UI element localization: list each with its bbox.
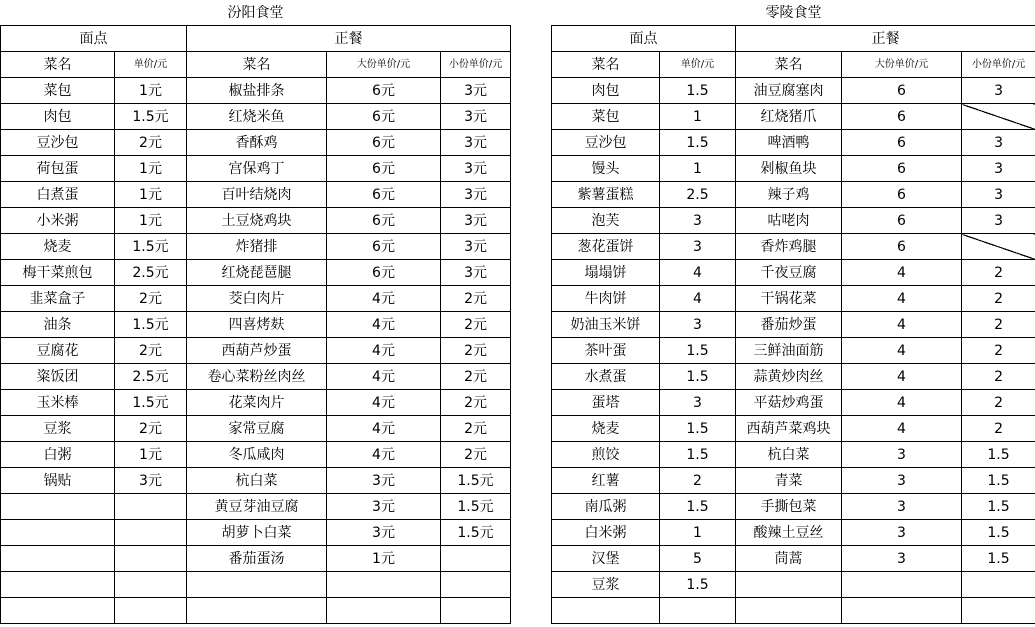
fenyang-pastry-price-cell: 1元 [115, 156, 187, 182]
lingling-large-price-cell: 3 [842, 468, 962, 494]
lingling-pastry-price-cell: 3 [660, 234, 736, 260]
fenyang-small-price-cell: 3元 [441, 260, 511, 286]
fenyang-pastry-name-cell [1, 572, 115, 598]
fenyang-pastry-name-cell: 荷包蛋 [1, 156, 115, 182]
fenyang-pastry-name-cell: 梅干菜煎包 [1, 260, 115, 286]
fenyang-pastry-price-cell: 1元 [115, 78, 187, 104]
lingling-small-price-cell: 1.5 [962, 494, 1035, 520]
fenyang-pastry-price-cell [115, 520, 187, 546]
fenyang-pastry-name-cell [1, 494, 115, 520]
lingling-pastry-name-cell: 蛋塔 [552, 390, 660, 416]
fenyang-pastry-price-cell: 2元 [115, 130, 187, 156]
lingling-pastry-price-cell: 1 [660, 156, 736, 182]
lingling-section-pastry: 面点 [552, 26, 736, 52]
lingling-large-price-cell: 4 [842, 286, 962, 312]
fenyang-meal-name-cell [187, 572, 327, 598]
lingling-pastry-name-cell: 南瓜粥 [552, 494, 660, 520]
fenyang-pastry-price-cell: 2元 [115, 416, 187, 442]
fenyang-pastry-price-cell: 2元 [115, 338, 187, 364]
lingling-pastry-name-cell: 汉堡 [552, 546, 660, 572]
lingling-large-price-cell [842, 598, 962, 624]
fenyang-meal-name-cell: 宫保鸡丁 [187, 156, 327, 182]
fenyang-table-row [1, 156, 511, 182]
fenyang-meal-name-cell: 炸猪排 [187, 234, 327, 260]
lingling-pastry-name-cell: 菜包 [552, 104, 660, 130]
lingling-small-price-cell: 1.5 [962, 442, 1035, 468]
lingling-meal-name-cell: 青菜 [736, 468, 842, 494]
fenyang-small-price-cell: 2元 [441, 286, 511, 312]
lingling-large-price-cell: 6 [842, 156, 962, 182]
lingling-table-row [552, 104, 1035, 130]
fenyang-meal-name-cell: 黄豆芽油豆腐 [187, 494, 327, 520]
lingling-large-price-cell: 4 [842, 364, 962, 390]
lingling-meal-name-cell: 三鲜油面筋 [736, 338, 842, 364]
lingling-pastry-name-cell: 红薯 [552, 468, 660, 494]
fenyang-pastry-price-cell: 1元 [115, 208, 187, 234]
fenyang-large-price-cell: 6元 [327, 260, 441, 286]
fenyang-small-price-cell: 3元 [441, 130, 511, 156]
fenyang-meal-name-cell: 茭白肉片 [187, 286, 327, 312]
lingling-table-row [552, 286, 1035, 312]
lingling-meal-name-cell: 剁椒鱼块 [736, 156, 842, 182]
lingling-meal-name-cell: 番茄炒蛋 [736, 312, 842, 338]
fenyang-large-price-cell: 4元 [327, 364, 441, 390]
fenyang-small-price-cell: 3元 [441, 208, 511, 234]
lingling-pastry-price-cell: 5 [660, 546, 736, 572]
lingling-small-price-cell: 3 [962, 78, 1035, 104]
lingling-pastry-name-cell: 奶油玉米饼 [552, 312, 660, 338]
lingling-large-price-cell: 6 [842, 130, 962, 156]
fenyang-meal-name-cell: 冬瓜咸肉 [187, 442, 327, 468]
lingling-pastry-name-cell: 葱花蛋饼 [552, 234, 660, 260]
lingling-meal-name-cell: 辣子鸡 [736, 182, 842, 208]
lingling-small-price-cell: 2 [962, 260, 1035, 286]
lingling-header-large-price: 大份单价/元 [842, 52, 962, 78]
fenyang-pastry-name-cell: 菜包 [1, 78, 115, 104]
fenyang-pastry-name-cell: 锅贴 [1, 468, 115, 494]
lingling-pastry-price-cell: 4 [660, 286, 736, 312]
lingling-large-price-cell: 4 [842, 312, 962, 338]
fenyang-table-row [1, 442, 511, 468]
lingling-table-row [552, 338, 1035, 364]
fenyang-table-row [1, 416, 511, 442]
lingling-pastry-name-cell: 泡芙 [552, 208, 660, 234]
fenyang-small-price-cell: 1.5元 [441, 468, 511, 494]
fenyang-table-row [1, 364, 511, 390]
fenyang-pastry-price-cell: 1.5元 [115, 390, 187, 416]
fenyang-pastry-price-cell [115, 546, 187, 572]
lingling-table-row [552, 468, 1035, 494]
fenyang-meal-name-cell: 花菜肉片 [187, 390, 327, 416]
fenyang-small-price-cell: 3元 [441, 78, 511, 104]
lingling-small-price-na-cell [962, 234, 1035, 260]
lingling-pastry-name-cell: 馒头 [552, 156, 660, 182]
fenyang-meal-name-cell: 红烧米鱼 [187, 104, 327, 130]
fenyang-meal-name-cell: 四喜烤麸 [187, 312, 327, 338]
fenyang-large-price-cell: 6元 [327, 234, 441, 260]
lingling-table-row [552, 546, 1035, 572]
fenyang-title: 汾阳食堂 [1, 0, 511, 26]
fenyang-large-price-cell: 6元 [327, 104, 441, 130]
fenyang-small-price-cell: 2元 [441, 442, 511, 468]
fenyang-large-price-cell: 4元 [327, 312, 441, 338]
lingling-table-row [552, 208, 1035, 234]
lingling-header-unit-price: 单价/元 [660, 52, 736, 78]
fenyang-small-price-cell: 1.5元 [441, 520, 511, 546]
lingling-meal-name-cell: 手撕包菜 [736, 494, 842, 520]
fenyang-small-price-cell [441, 546, 511, 572]
lingling-small-price-cell: 1.5 [962, 468, 1035, 494]
fenyang-meal-name-cell: 家常豆腐 [187, 416, 327, 442]
lingling-pastry-price-cell: 2 [660, 468, 736, 494]
fenyang-header-unit-price: 单价/元 [115, 52, 187, 78]
fenyang-table-row [1, 390, 511, 416]
fenyang-small-price-cell: 3元 [441, 156, 511, 182]
lingling-table-row [552, 364, 1035, 390]
fenyang-pastry-name-cell: 玉米棒 [1, 390, 115, 416]
lingling-menu-table [551, 0, 1035, 624]
fenyang-large-price-cell: 6元 [327, 130, 441, 156]
lingling-pastry-name-cell [552, 598, 660, 624]
fenyang-table-row [1, 130, 511, 156]
lingling-pastry-name-cell: 烧麦 [552, 416, 660, 442]
lingling-table-row [552, 260, 1035, 286]
lingling-large-price-cell [842, 572, 962, 598]
lingling-meal-name-cell: 平菇炒鸡蛋 [736, 390, 842, 416]
fenyang-pastry-price-cell: 1元 [115, 182, 187, 208]
lingling-table-row [552, 494, 1035, 520]
fenyang-large-price-cell: 3元 [327, 494, 441, 520]
lingling-pastry-name-cell: 牛肉饼 [552, 286, 660, 312]
fenyang-pastry-name-cell: 豆浆 [1, 416, 115, 442]
fenyang-small-price-cell: 3元 [441, 182, 511, 208]
fenyang-header-large-price: 大份单价/元 [327, 52, 441, 78]
lingling-table-row [552, 598, 1035, 624]
lingling-small-price-cell: 2 [962, 338, 1035, 364]
lingling-pastry-price-cell: 1.5 [660, 364, 736, 390]
fenyang-table-row [1, 338, 511, 364]
fenyang-small-price-cell [441, 572, 511, 598]
lingling-table-row [552, 156, 1035, 182]
fenyang-pastry-name-cell: 白粥 [1, 442, 115, 468]
lingling-meal-name-cell: 香炸鸡腿 [736, 234, 842, 260]
lingling-meal-name-cell: 干锅花菜 [736, 286, 842, 312]
lingling-table-row [552, 390, 1035, 416]
lingling-meal-name-cell: 油豆腐塞肉 [736, 78, 842, 104]
fenyang-pastry-price-cell: 1元 [115, 442, 187, 468]
fenyang-table-row [1, 234, 511, 260]
fenyang-large-price-cell [327, 572, 441, 598]
lingling-pastry-price-cell: 3 [660, 390, 736, 416]
lingling-large-price-cell: 3 [842, 546, 962, 572]
fenyang-meal-name-cell: 杭白菜 [187, 468, 327, 494]
fenyang-large-price-cell [327, 598, 441, 624]
lingling-table-row [552, 520, 1035, 546]
fenyang-table-row [1, 260, 511, 286]
lingling-small-price-cell: 3 [962, 182, 1035, 208]
lingling-table-row [552, 130, 1035, 156]
lingling-large-price-cell: 3 [842, 442, 962, 468]
fenyang-meal-name-cell: 红烧琵琶腿 [187, 260, 327, 286]
lingling-pastry-price-cell: 3 [660, 208, 736, 234]
fenyang-small-price-cell: 3元 [441, 104, 511, 130]
lingling-pastry-price-cell: 1.5 [660, 130, 736, 156]
fenyang-pastry-price-cell: 1.5元 [115, 234, 187, 260]
lingling-table-row [552, 572, 1035, 598]
lingling-header-small-price: 小份单价/元 [962, 52, 1035, 78]
lingling-large-price-cell: 3 [842, 520, 962, 546]
lingling-meal-name-cell: 啤酒鸭 [736, 130, 842, 156]
fenyang-section-meal: 正餐 [187, 26, 511, 52]
fenyang-table-row [1, 312, 511, 338]
fenyang-table-row [1, 182, 511, 208]
fenyang-header-dish: 菜名 [1, 52, 115, 78]
lingling-small-price-cell: 2 [962, 390, 1035, 416]
lingling-meal-name-cell [736, 572, 842, 598]
fenyang-table-row [1, 572, 511, 598]
lingling-pastry-price-cell: 4 [660, 260, 736, 286]
fenyang-large-price-cell: 6元 [327, 182, 441, 208]
fenyang-large-price-cell: 1元 [327, 546, 441, 572]
fenyang-meal-name-cell: 番茄蛋汤 [187, 546, 327, 572]
fenyang-pastry-price-cell: 3元 [115, 468, 187, 494]
lingling-meal-name-cell: 杭白菜 [736, 442, 842, 468]
lingling-small-price-cell: 2 [962, 364, 1035, 390]
lingling-pastry-price-cell: 2.5 [660, 182, 736, 208]
fenyang-small-price-cell: 3元 [441, 234, 511, 260]
fenyang-pastry-price-cell: 2元 [115, 286, 187, 312]
lingling-small-price-cell: 2 [962, 416, 1035, 442]
lingling-small-price-cell: 3 [962, 130, 1035, 156]
fenyang-large-price-cell: 6元 [327, 208, 441, 234]
lingling-large-price-cell: 4 [842, 260, 962, 286]
fenyang-meal-name-cell: 椒盐排条 [187, 78, 327, 104]
fenyang-pastry-name-cell: 豆腐花 [1, 338, 115, 364]
fenyang-table-row [1, 468, 511, 494]
lingling-small-price-cell: 1.5 [962, 520, 1035, 546]
fenyang-table-row [1, 494, 511, 520]
lingling-small-price-cell [962, 598, 1035, 624]
fenyang-table-row [1, 598, 511, 624]
lingling-pastry-price-cell: 1.5 [660, 338, 736, 364]
fenyang-table-row [1, 546, 511, 572]
lingling-meal-name-cell: 咕咾肉 [736, 208, 842, 234]
lingling-large-price-cell: 6 [842, 182, 962, 208]
lingling-meal-name-cell: 千夜豆腐 [736, 260, 842, 286]
fenyang-section-pastry: 面点 [1, 26, 187, 52]
lingling-meal-name-cell: 茼蒿 [736, 546, 842, 572]
lingling-meal-name-cell: 红烧猪爪 [736, 104, 842, 130]
fenyang-table-row [1, 286, 511, 312]
fenyang-table-row [1, 520, 511, 546]
fenyang-large-price-cell: 4元 [327, 286, 441, 312]
lingling-pastry-name-cell: 豆沙包 [552, 130, 660, 156]
fenyang-large-price-cell: 6元 [327, 156, 441, 182]
fenyang-pastry-name-cell [1, 598, 115, 624]
fenyang-pastry-price-cell [115, 572, 187, 598]
lingling-small-price-cell: 3 [962, 208, 1035, 234]
lingling-large-price-cell: 6 [842, 234, 962, 260]
fenyang-meal-name-cell: 香酥鸡 [187, 130, 327, 156]
fenyang-pastry-price-cell: 2.5元 [115, 364, 187, 390]
fenyang-large-price-cell: 4元 [327, 338, 441, 364]
lingling-table-row [552, 442, 1035, 468]
fenyang-pastry-name-cell: 油条 [1, 312, 115, 338]
fenyang-small-price-cell: 2元 [441, 312, 511, 338]
fenyang-pastry-price-cell: 1.5元 [115, 312, 187, 338]
fenyang-meal-name-cell [187, 598, 327, 624]
lingling-pastry-price-cell [660, 598, 736, 624]
lingling-meal-name-cell: 西葫芦菜鸡块 [736, 416, 842, 442]
lingling-title: 零陵食堂 [552, 0, 1035, 26]
fenyang-small-price-cell: 1.5元 [441, 494, 511, 520]
lingling-large-price-cell: 4 [842, 338, 962, 364]
fenyang-meal-name-cell: 百叶结烧肉 [187, 182, 327, 208]
fenyang-small-price-cell [441, 598, 511, 624]
fenyang-meal-name-cell: 西葫芦炒蛋 [187, 338, 327, 364]
lingling-large-price-cell: 6 [842, 104, 962, 130]
fenyang-meal-name-cell: 卷心菜粉丝肉丝 [187, 364, 327, 390]
fenyang-large-price-cell: 6元 [327, 78, 441, 104]
lingling-large-price-cell: 6 [842, 208, 962, 234]
lingling-table-row [552, 312, 1035, 338]
lingling-pastry-price-cell: 1.5 [660, 572, 736, 598]
lingling-header-meal-dish: 菜名 [736, 52, 842, 78]
lingling-table-row [552, 78, 1035, 104]
fenyang-pastry-name-cell: 豆沙包 [1, 130, 115, 156]
fenyang-large-price-cell: 4元 [327, 416, 441, 442]
fenyang-pastry-name-cell [1, 520, 115, 546]
lingling-header-dish: 菜名 [552, 52, 660, 78]
lingling-small-price-cell [962, 572, 1035, 598]
fenyang-pastry-price-cell: 1.5元 [115, 104, 187, 130]
lingling-pastry-name-cell: 白米粥 [552, 520, 660, 546]
fenyang-pastry-name-cell: 肉包 [1, 104, 115, 130]
fenyang-small-price-cell: 2元 [441, 338, 511, 364]
fenyang-pastry-name-cell: 粢饭团 [1, 364, 115, 390]
fenyang-meal-name-cell: 胡萝卜白菜 [187, 520, 327, 546]
fenyang-rows [1, 78, 511, 624]
lingling-small-price-cell: 3 [962, 156, 1035, 182]
lingling-table-row [552, 182, 1035, 208]
lingling-small-price-cell: 2 [962, 312, 1035, 338]
lingling-pastry-price-cell: 1 [660, 520, 736, 546]
fenyang-pastry-name-cell: 小米粥 [1, 208, 115, 234]
fenyang-pastry-price-cell [115, 598, 187, 624]
fenyang-pastry-price-cell: 2.5元 [115, 260, 187, 286]
lingling-pastry-price-cell: 1.5 [660, 494, 736, 520]
lingling-small-price-cell: 2 [962, 286, 1035, 312]
lingling-table-row [552, 234, 1035, 260]
lingling-large-price-cell: 4 [842, 390, 962, 416]
fenyang-large-price-cell: 3元 [327, 468, 441, 494]
lingling-pastry-name-cell: 茶叶蛋 [552, 338, 660, 364]
lingling-meal-name-cell: 蒜黄炒肉丝 [736, 364, 842, 390]
fenyang-meal-name-cell: 土豆烧鸡块 [187, 208, 327, 234]
fenyang-small-price-cell: 2元 [441, 364, 511, 390]
lingling-meal-name-cell [736, 598, 842, 624]
lingling-rows [552, 78, 1035, 624]
lingling-pastry-name-cell: 煎饺 [552, 442, 660, 468]
fenyang-table-row [1, 208, 511, 234]
fenyang-large-price-cell: 4元 [327, 442, 441, 468]
lingling-large-price-cell: 3 [842, 494, 962, 520]
lingling-small-price-cell: 1.5 [962, 546, 1035, 572]
fenyang-menu-table [0, 0, 511, 624]
lingling-pastry-price-cell: 1.5 [660, 442, 736, 468]
fenyang-header-meal-dish: 菜名 [187, 52, 327, 78]
lingling-pastry-price-cell: 1.5 [660, 416, 736, 442]
fenyang-small-price-cell: 2元 [441, 390, 511, 416]
lingling-pastry-price-cell: 3 [660, 312, 736, 338]
lingling-pastry-name-cell: 肉包 [552, 78, 660, 104]
fenyang-header-small-price: 小份单价/元 [441, 52, 511, 78]
lingling-pastry-name-cell: 豆浆 [552, 572, 660, 598]
fenyang-small-price-cell: 2元 [441, 416, 511, 442]
fenyang-large-price-cell: 3元 [327, 520, 441, 546]
lingling-meal-name-cell: 酸辣土豆丝 [736, 520, 842, 546]
fenyang-pastry-name-cell [1, 546, 115, 572]
fenyang-table-row [1, 104, 511, 130]
fenyang-pastry-price-cell [115, 494, 187, 520]
fenyang-table-row [1, 78, 511, 104]
lingling-small-price-na-cell [962, 104, 1035, 130]
lingling-section-meal: 正餐 [736, 26, 1035, 52]
fenyang-large-price-cell: 4元 [327, 390, 441, 416]
lingling-pastry-price-cell: 1 [660, 104, 736, 130]
lingling-large-price-cell: 4 [842, 416, 962, 442]
lingling-pastry-name-cell: 水煮蛋 [552, 364, 660, 390]
fenyang-pastry-name-cell: 白煮蛋 [1, 182, 115, 208]
lingling-pastry-name-cell: 紫薯蛋糕 [552, 182, 660, 208]
fenyang-pastry-name-cell: 烧麦 [1, 234, 115, 260]
lingling-pastry-name-cell: 塌塌饼 [552, 260, 660, 286]
lingling-table-row [552, 416, 1035, 442]
lingling-large-price-cell: 6 [842, 78, 962, 104]
fenyang-pastry-name-cell: 韭菜盒子 [1, 286, 115, 312]
lingling-pastry-price-cell: 1.5 [660, 78, 736, 104]
